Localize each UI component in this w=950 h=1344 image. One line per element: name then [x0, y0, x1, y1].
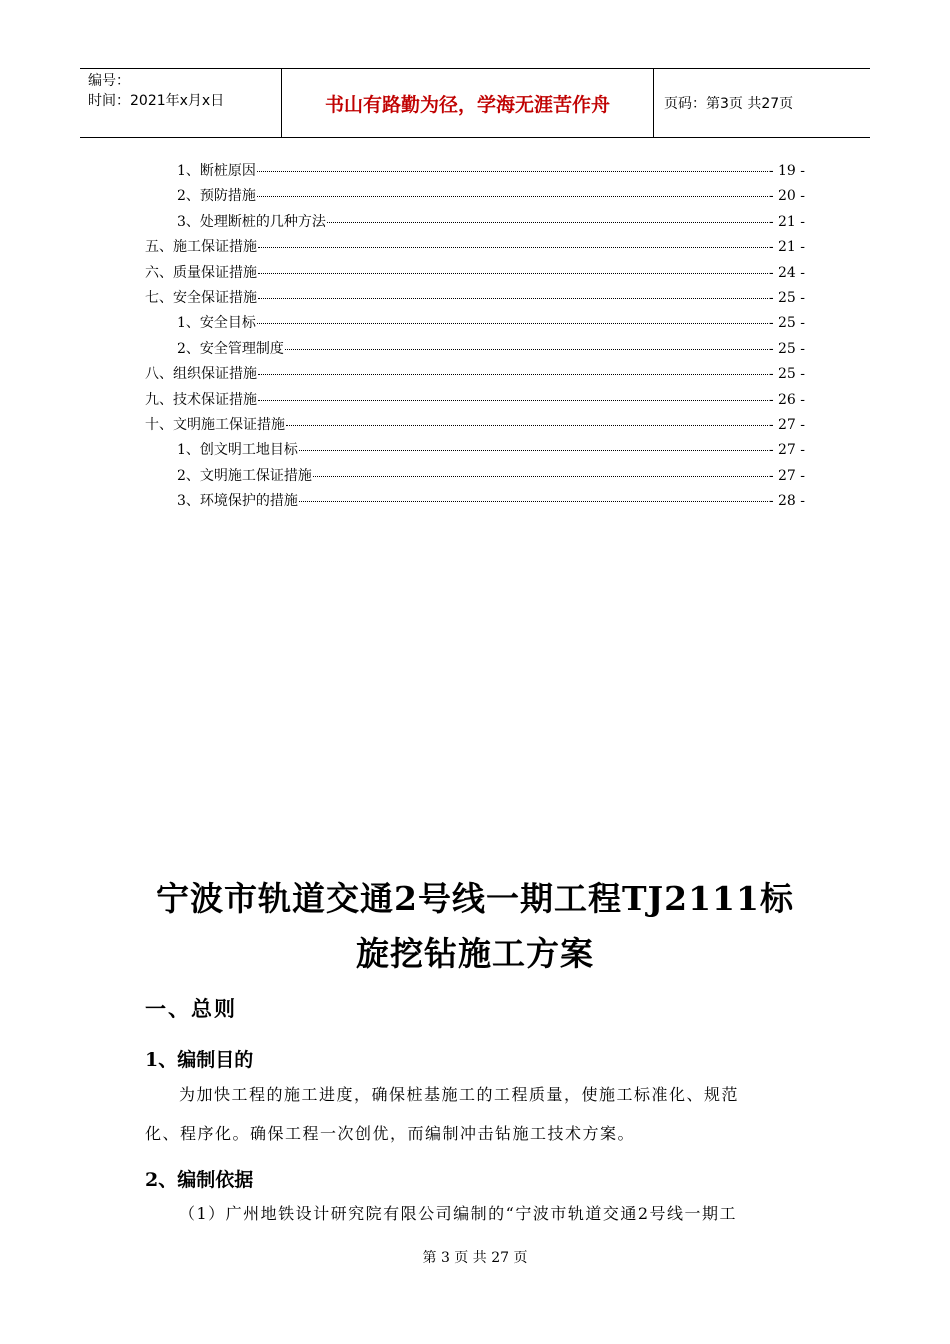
- toc-entry[interactable]: [145, 236, 805, 261]
- toc-dot-leader: [258, 400, 768, 401]
- toc-entry-page: - 24 -: [768, 264, 805, 281]
- toc-entry[interactable]: [145, 262, 805, 287]
- toc-entry[interactable]: [145, 287, 805, 312]
- toc-dot-leader: [258, 374, 768, 375]
- toc-entry[interactable]: [145, 185, 805, 210]
- toc-entry-label: 十、文明施工保证措施: [145, 416, 285, 433]
- toc-dot-leader: [313, 476, 768, 477]
- toc-entry-page: - 25 -: [768, 289, 805, 306]
- toc-entry-label: 3、环境保护的措施: [177, 493, 298, 510]
- toc-entry-label: 五、施工保证措施: [145, 239, 257, 256]
- toc-dot-leader: [327, 222, 768, 223]
- document-title-line1: 宁波市轨道交通2号线一期工程TJ2111标: [156, 879, 794, 918]
- toc-entry-label: 七、安全保证措施: [145, 289, 257, 306]
- header-motto: 书山有路勤为径，学海无涯苦作舟: [282, 69, 654, 137]
- toc-entry-page: - 21 -: [768, 213, 805, 230]
- header-page-info: 页码：第3页 共27页: [664, 96, 794, 112]
- toc-entry[interactable]: [145, 211, 805, 236]
- toc-dot-leader: [257, 196, 768, 197]
- toc-entry-page: - 25 -: [768, 315, 805, 332]
- purpose-paragraph-line1: 为加快工程的施工进度，确保桩基施工的工程质量，使施工标准化、规范: [179, 1085, 740, 1104]
- toc-entry-label: 九、技术保证措施: [145, 391, 257, 408]
- toc-entry-label: 2、安全管理制度: [177, 340, 284, 357]
- toc-entry-page: - 25 -: [768, 366, 805, 383]
- toc-entry[interactable]: [145, 312, 805, 337]
- toc-entry-page: - 26 -: [768, 391, 805, 408]
- toc-entry-label: 1、安全目标: [177, 315, 256, 332]
- toc-dot-leader: [257, 171, 768, 172]
- subsection-heading-purpose: 1、编制目的: [145, 1049, 254, 1071]
- toc-entry-page: - 27 -: [768, 442, 805, 459]
- toc-entry-page: - 25 -: [768, 340, 805, 357]
- page-footer: 第 3 页 共 27 页: [422, 1250, 528, 1266]
- toc-entry-page: - 19 -: [768, 163, 805, 179]
- table-of-contents: [145, 160, 805, 515]
- toc-dot-leader: [258, 273, 768, 274]
- document-time-label: 时间：2021年x月x日: [88, 93, 225, 109]
- toc-entry-page: - 27 -: [768, 467, 805, 484]
- toc-dot-leader: [258, 247, 768, 248]
- subsection-heading-basis: 2、编制依据: [145, 1169, 254, 1191]
- toc-entry-label: 六、质量保证措施: [145, 264, 257, 281]
- toc-entry[interactable]: [145, 363, 805, 388]
- toc-entry[interactable]: [145, 160, 805, 185]
- toc-entry-label: 1、创文明工地目标: [177, 442, 298, 459]
- toc-entry[interactable]: [145, 389, 805, 414]
- document-title-line2: 旋挖钻施工方案: [356, 934, 594, 973]
- toc-entry-page: - 27 -: [768, 416, 805, 433]
- toc-entry-page: - 21 -: [768, 239, 805, 256]
- toc-entry-page: - 20 -: [768, 188, 805, 205]
- toc-dot-leader: [286, 425, 768, 426]
- toc-dot-leader: [299, 501, 768, 502]
- toc-entry-label: 2、文明施工保证措施: [177, 467, 312, 484]
- toc-entry-label: 八、组织保证措施: [145, 366, 257, 383]
- toc-entry[interactable]: [145, 338, 805, 363]
- toc-dot-leader: [285, 349, 768, 350]
- toc-entry[interactable]: [145, 465, 805, 490]
- toc-entry-label: 3、处理断桩的几种方法: [177, 213, 326, 230]
- toc-entry-page: - 28 -: [768, 493, 805, 510]
- toc-entry[interactable]: [145, 414, 805, 439]
- basis-paragraph-line1: （1）广州地铁设计研究院有限公司编制的“宁波市轨道交通2号线一期工: [179, 1204, 738, 1223]
- page-header: [80, 68, 870, 138]
- toc-dot-leader: [257, 323, 768, 324]
- header-meta: [80, 69, 282, 137]
- toc-entry[interactable]: [145, 490, 805, 515]
- toc-dot-leader: [299, 450, 768, 451]
- toc-entry[interactable]: [145, 439, 805, 464]
- purpose-paragraph-line2: 化、程序化。确保工程一次创优，而编制冲击钻施工技术方案。: [145, 1124, 636, 1143]
- toc-entry-label: 1、断桩原因: [177, 163, 256, 179]
- section-heading-general: 一、总则: [145, 996, 237, 1021]
- toc-dot-leader: [258, 298, 768, 299]
- toc-entry-label: 2、预防措施: [177, 188, 256, 205]
- document-number-label: 编号：: [88, 73, 130, 89]
